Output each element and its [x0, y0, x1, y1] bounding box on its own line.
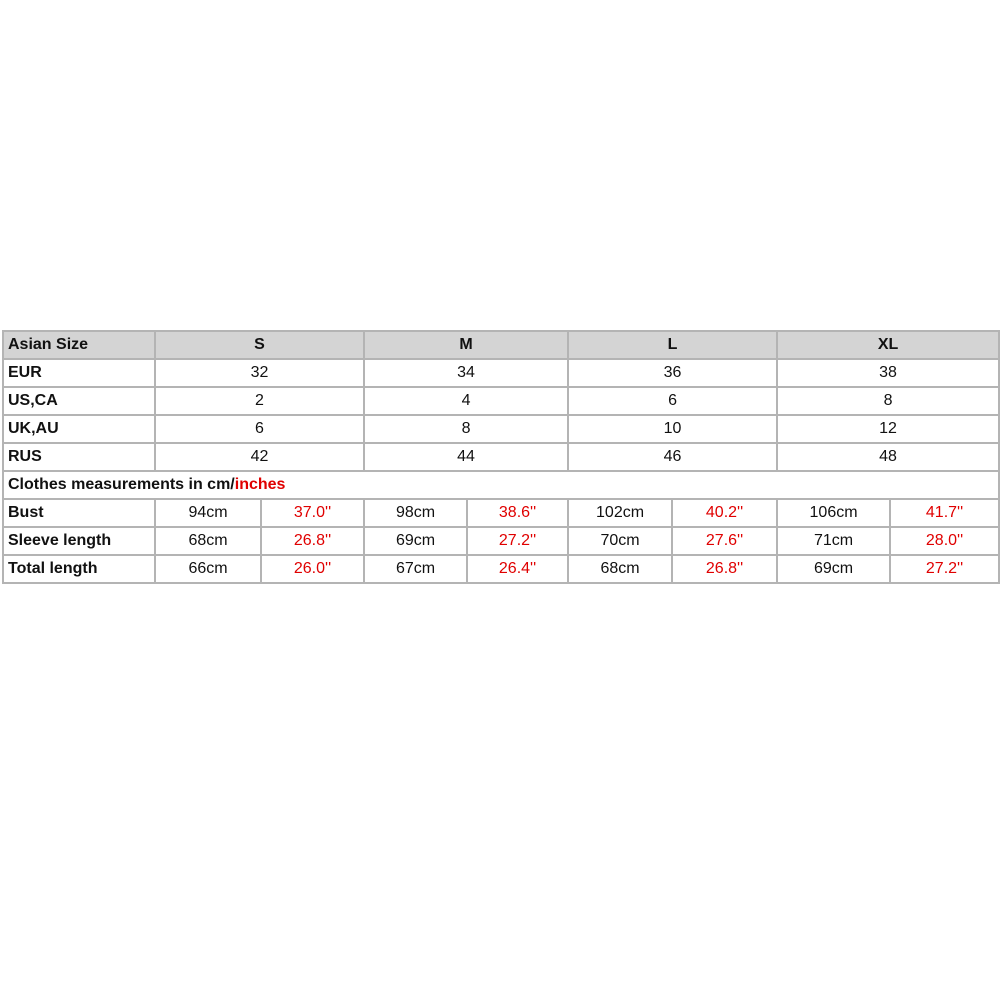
inch-cell: 28.0'': [890, 527, 999, 555]
size-header-s: S: [155, 331, 364, 359]
size-header-m: M: [364, 331, 568, 359]
size-header-l: L: [568, 331, 777, 359]
row-label-rus: RUS: [3, 443, 155, 471]
cm-cell: 69cm: [777, 555, 890, 583]
inch-cell: 41.7'': [890, 499, 999, 527]
row-label-sleeve-length: Sleeve length: [3, 527, 155, 555]
inch-cell: 26.0'': [261, 555, 364, 583]
table-row: [3, 443, 999, 471]
table-cell: 8: [364, 415, 568, 443]
inch-cell: 37.0'': [261, 499, 364, 527]
table-row: [3, 499, 999, 527]
cm-cell: 68cm: [155, 527, 261, 555]
inch-cell: 26.8'': [672, 555, 777, 583]
cm-cell: 67cm: [364, 555, 467, 583]
row-label-us-ca: US,CA: [3, 387, 155, 415]
table-cell: 6: [568, 387, 777, 415]
cm-cell: 106cm: [777, 499, 890, 527]
table-cell: 6: [155, 415, 364, 443]
measurements-title-highlight: inches: [234, 476, 286, 493]
header-row: [3, 331, 999, 359]
table-cell: 44: [364, 443, 568, 471]
cm-cell: 94cm: [155, 499, 261, 527]
table-row: [3, 359, 999, 387]
table-cell: 4: [364, 387, 568, 415]
table-cell: 34: [364, 359, 568, 387]
row-label-total-length: Total length: [3, 555, 155, 583]
cm-cell: 70cm: [568, 527, 672, 555]
cm-cell: 98cm: [364, 499, 467, 527]
table-cell: 38: [777, 359, 999, 387]
table-cell: 36: [568, 359, 777, 387]
table-cell: 2: [155, 387, 364, 415]
inch-cell: 26.4'': [467, 555, 568, 583]
cm-cell: 69cm: [364, 527, 467, 555]
table-cell: 8: [777, 387, 999, 415]
inch-cell: 38.6'': [467, 499, 568, 527]
cm-cell: 102cm: [568, 499, 672, 527]
inch-cell: 27.6'': [672, 527, 777, 555]
table-cell: 32: [155, 359, 364, 387]
table-cell: 10: [568, 415, 777, 443]
cm-cell: 68cm: [568, 555, 672, 583]
cm-cell: 71cm: [777, 527, 890, 555]
table-cell: 12: [777, 415, 999, 443]
size-chart-table: [2, 330, 1000, 584]
measurements-title-prefix: Clothes measurements in cm/: [8, 476, 235, 493]
inch-cell: 26.8'': [261, 527, 364, 555]
table-row: [3, 527, 999, 555]
cm-cell: 66cm: [155, 555, 261, 583]
measurements-title-row: [3, 471, 999, 499]
size-header-xl: XL: [777, 331, 999, 359]
table-cell: 48: [777, 443, 999, 471]
inch-cell: 27.2'': [890, 555, 999, 583]
table-row: [3, 387, 999, 415]
table-row: [3, 555, 999, 583]
header-label: Asian Size: [3, 331, 155, 359]
row-label-eur: EUR: [3, 359, 155, 387]
table-cell: 42: [155, 443, 364, 471]
measurements-title: [3, 471, 999, 499]
inch-cell: 40.2'': [672, 499, 777, 527]
table-row: [3, 415, 999, 443]
table-cell: 46: [568, 443, 777, 471]
row-label-uk-au: UK,AU: [3, 415, 155, 443]
inch-cell: 27.2'': [467, 527, 568, 555]
row-label-bust: Bust: [3, 499, 155, 527]
